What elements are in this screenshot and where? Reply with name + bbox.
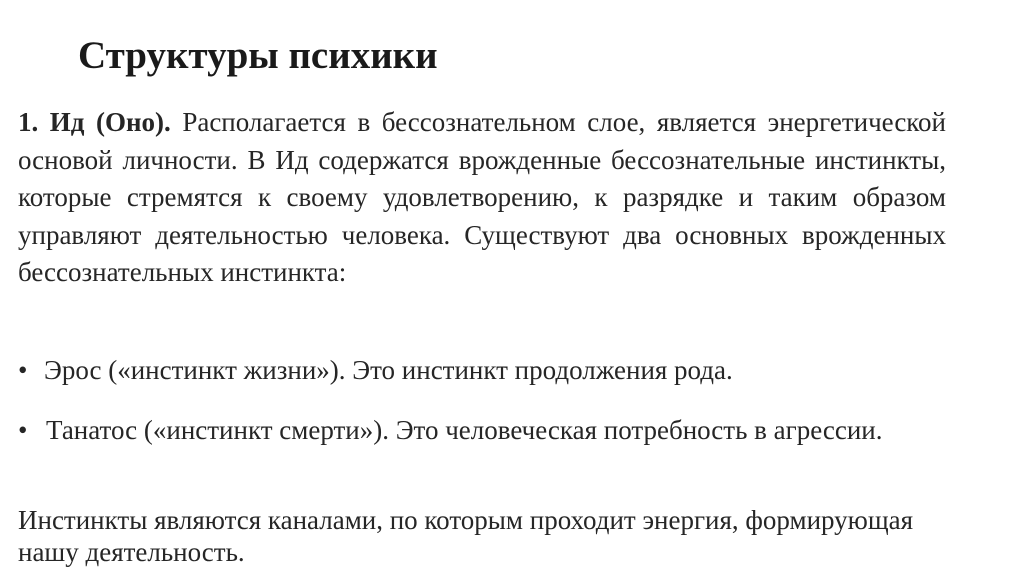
bullet-text: Эрос («инстинкт жизни»). Это инстинкт продолжения рода.	[44, 355, 733, 385]
paragraph-lead: 1. Ид (Оно).	[18, 107, 171, 137]
id-paragraph	[18, 104, 946, 292]
closing-statement: Инстинкты являются каналами, по которым проходит энергия, формирующая нашу деятельность.	[18, 505, 914, 567]
bullet-thanatos	[18, 412, 946, 448]
bullet-marker: •	[18, 355, 28, 385]
bullet-eros	[18, 352, 946, 388]
bullet-text: Танатос («инстинкт смерти»). Это человеческая потребность в агрессии.	[46, 415, 883, 445]
bullet-marker: •	[18, 415, 28, 445]
paragraph-body: Располагается в бессознательном слое, является энергетической основой личности. В Ид содержатся врожденные бессознательные инстинкты, которые стремятся к своему удовлетворению, к разрядке и таким образом управляют деятельностью человека. Существуют два основных врожденных бессознательных инстинкта:	[18, 107, 946, 288]
slide-title: Структуры психики	[78, 34, 438, 77]
